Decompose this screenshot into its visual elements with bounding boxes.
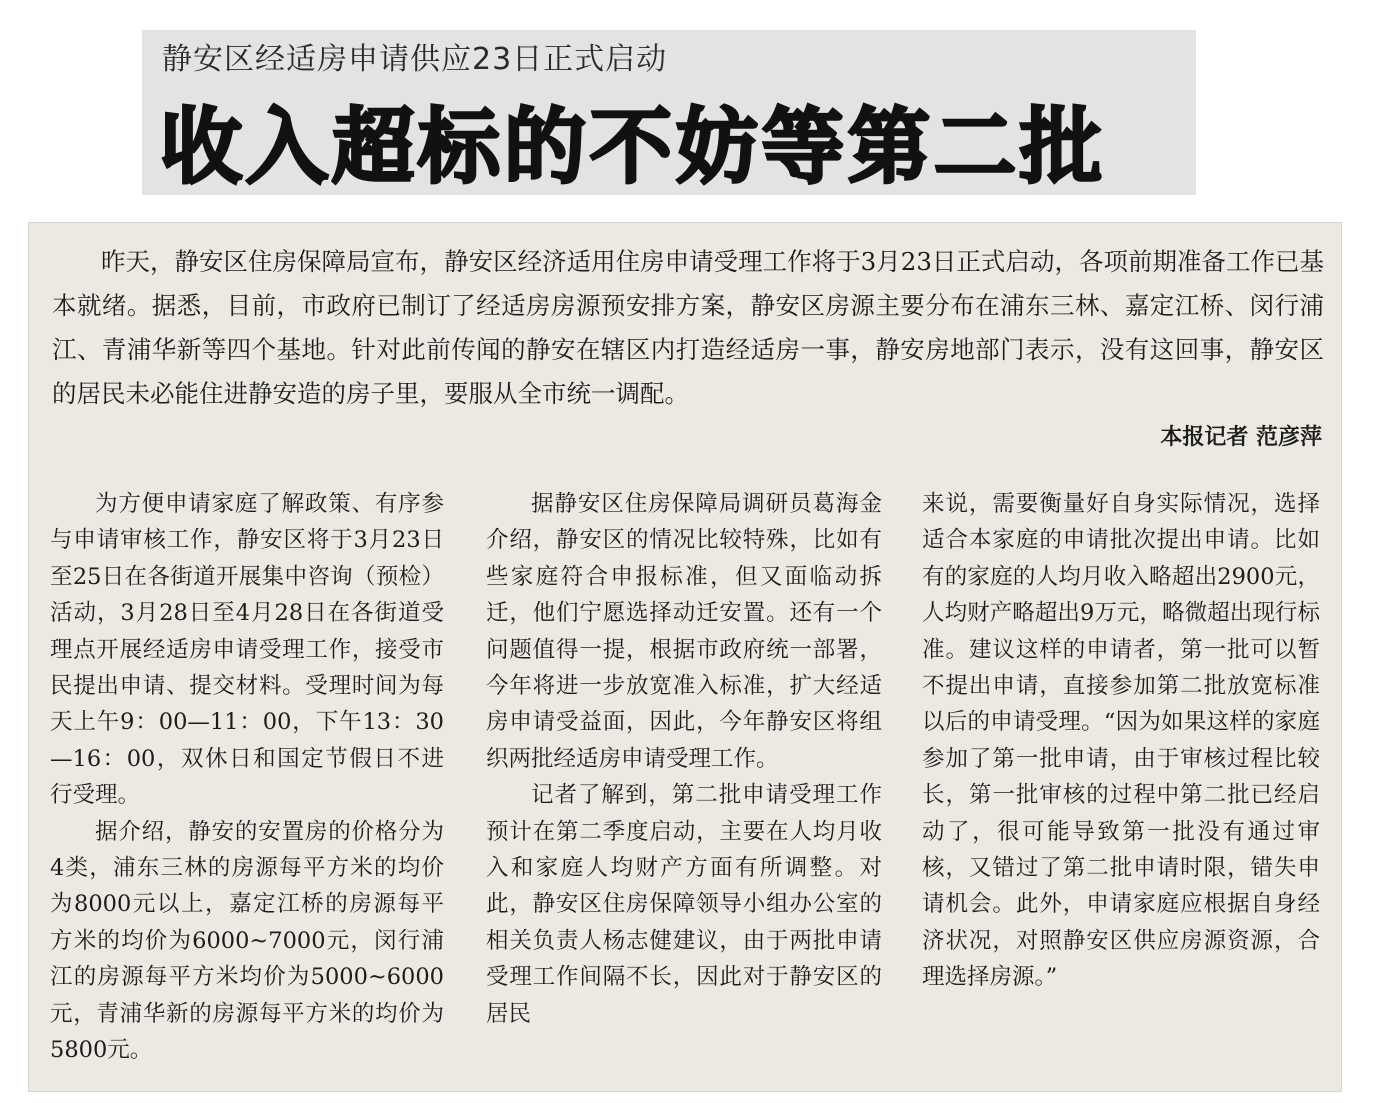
column-1 <box>50 486 444 1069</box>
column-2-paragraph-2: 记者了解到，第二批申请受理工作预计在第二季度启动，主要在人均月收入和家庭人均财产方面有所调整。对此，静安区住房保障领导小组办公室的相关负责人杨志健建议，由于两批申请受理工作间隔不长，因此对于静安区的居民 <box>486 782 882 1027</box>
column-3 <box>922 486 1320 996</box>
lead-paragraph: 昨天，静安区住房保障局宣布，静安区经济适用住房申请受理工作将于3月23日正式启动，各项前期准备工作已基本就绪。据悉，目前，市政府已制订了经适房房源预安排方案，静安区房源主要分布在浦东三林、嘉定江桥、闵行浦江、青浦华新等四个基地。针对此前传闻的静安在辖区内打造经适房一事，静安房地部门表示，没有这回事，静安区的居民未必能住进静安造的房子里，要服从全市统一调配。 <box>52 247 1324 408</box>
column-2-paragraph-1: 据静安区住房保障局调研员葛海金介绍，静安区的情况比较特殊，比如有些家庭符合申报标准，但又面临动拆迁，他们宁愿选择动迁安置。还有一个问题值得一提，根据市政府统一部署，今年将进一步放宽准入标准，扩大经适房申请受益面，因此，今年静安区将组织两批经适房申请受理工作。 <box>486 491 882 772</box>
byline: 本报记者 范彦萍 <box>1160 425 1322 450</box>
column-1-paragraph-1: 为方便申请家庭了解政策、有序参与申请审核工作，静安区将于3月23日至25日在各街道开展集中咨询（预检）活动，3月28日至4月28日在各街道受理点开展经适房申请受理工作，接受市民提出申请、提交材料。受理时间为每天上午9：00—11：00，下午13：30—16：00，双休日和国定节假日不进行受理。 <box>50 491 444 809</box>
kicker: 静安区经适房申请供应23日正式启动 <box>162 42 668 77</box>
column-1-paragraph-2: 据介绍，静安的安置房的价格分为4类，浦东三林的房源每平方米的均价为8000元以上，嘉定江桥的房源每平方米的均价为6000~7000元，闵行浦江的房源每平方米均价为5000~6000元，青浦华新的房源每平方米的均价为5800元。 <box>50 818 444 1064</box>
column-3-paragraph-1: 来说，需要衡量好自身实际情况，选择适合本家庭的申请批次提出申请。比如有的家庭的人均月收入略超出2900元，人均财产略超出9万元，略微超出现行标准。建议这样的申请者，第一批可以暂不提出申请，直接参加第二批放宽标准以后的申请受理。“因为如果这样的家庭参加了第一批申请，由于审核过程比较长，第一批审核的过程中第二批已经启动了，很可能导致第一批没有通过审核，又错过了第二批申请时限，错失申请机会。此外，申请家庭应根据自身经济状况，对照静安区供应房源资源，合理选择房源。” <box>922 491 1320 991</box>
headline: 收入超标的不妨等第二批 <box>160 100 1107 195</box>
column-2 <box>486 486 882 1032</box>
